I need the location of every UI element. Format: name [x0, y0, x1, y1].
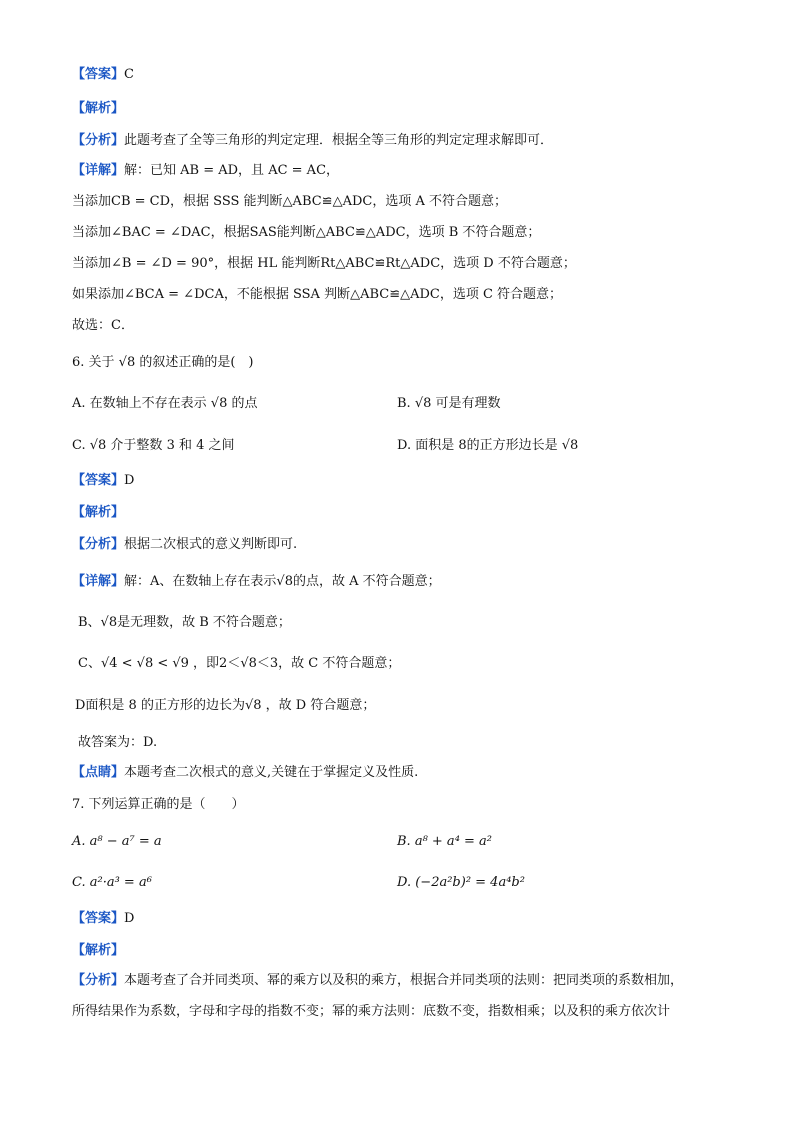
q6-stem: 6. 关于 √8 的叙述正确的是( )	[72, 355, 254, 370]
answer-tag: 【答案】	[72, 473, 125, 488]
q7-stem: 7. 下列运算正确的是（ ）	[72, 797, 245, 812]
q6-option-b: B. √8 可是有理数	[397, 396, 501, 411]
q6-answer-value: D	[124, 473, 135, 488]
q5-line-3: 当添加∠B = ∠D = 90°，根据 HL 能判断Rt△ABC≌Rt△ADC，选项 D 不符合题意；	[72, 256, 576, 271]
q7-option-d: D. (−2a²b)² = 4a⁴b²	[397, 875, 525, 890]
q5-line-4: 如果添加∠BCA = ∠DCA，不能根据 SSA 判断△ABC≌△ADC，选项 C 符合题意；	[72, 287, 563, 302]
analysis-tag: 【解析】	[72, 101, 125, 116]
q6-line-3: D面积是 8 的正方形的边长为√8 ，故 D 符合题意；	[75, 698, 376, 713]
analysis-tag: 【解析】	[72, 943, 125, 958]
q7-answer-value: D	[124, 911, 135, 926]
q5-detail-text: 解：已知 AB = AD，且 AC = AC，	[124, 163, 340, 178]
q6-fenxi-line	[72, 536, 297, 554]
q5-line-2: 当添加∠BAC = ∠DAC，根据SAS能判断△ABC≌△ADC，选项 B 不符合题意；	[72, 225, 541, 240]
q5-detail-line	[72, 162, 339, 180]
q6-detail-text: 解：A、在数轴上存在表示√8的点，故 A 不符合题意；	[124, 574, 441, 589]
q5-line-1: 当添加CB = CD，根据 SSS 能判断△ABC≌△ADC，选项 A 不符合题意；	[72, 194, 507, 209]
q6-option-c: C. √8 介于整数 3 和 4 之间	[72, 438, 235, 453]
comment-tag: 【点睛】	[72, 765, 125, 780]
q5-fenxi-line	[72, 132, 553, 150]
q6-detail-line	[72, 573, 441, 591]
q7-fenxi-text: 本题考查了合并同类项、幂的乘方以及积的乘方，根据合并同类项的法则：把同类项的系数相加，	[124, 973, 684, 988]
q7-fenxi-line-2: 所得结果作为系数，字母和字母的指数不变；幂的乘方法则：底数不变，指数相乘；以及积的乘方依次计	[72, 1004, 671, 1019]
answer-tag: 【答案】	[72, 911, 125, 926]
fenxi-tag: 【分析】	[72, 537, 125, 552]
q6-line-2: C、√4 < √8 < √9 ，即2＜√8＜3，故 C 不符合题意；	[78, 656, 401, 671]
analysis-tag: 【解析】	[72, 505, 125, 520]
q7-option-c: C. a²·a³ = a⁶	[72, 875, 152, 890]
q7-option-b: B. a⁸ + a⁴ = a²	[397, 834, 493, 849]
q7-answer-line	[72, 910, 134, 928]
q6-comment-text: 本题考查二次根式的意义,关键在于掌握定义及性质.	[124, 765, 419, 780]
q7-option-a: A. a⁸ − a⁷ = a	[72, 834, 162, 849]
q6-option-a: A. 在数轴上不存在表示 √8 的点	[72, 396, 258, 411]
q6-option-d: D. 面积是 8的正方形边长是 √8	[397, 438, 579, 453]
q6-fenxi-text: 根据二次根式的意义判断即可.	[124, 537, 298, 552]
q7-analysis-line	[72, 942, 124, 960]
q6-answer-line	[72, 472, 134, 490]
q6-analysis-line	[72, 504, 124, 522]
fenxi-tag: 【分析】	[72, 133, 125, 148]
answer-tag: 【答案】	[72, 67, 125, 82]
q7-fenxi-line	[72, 972, 683, 990]
q5-analysis-line	[72, 100, 124, 118]
detail-tag: 【详解】	[72, 163, 125, 178]
fenxi-tag: 【分析】	[72, 973, 125, 988]
q5-answer-line	[72, 66, 134, 84]
q5-answer-value: C	[124, 67, 134, 82]
q6-comment-line	[72, 764, 418, 782]
q6-line-1: B、√8是无理数，故 B 不符合题意；	[78, 615, 291, 630]
q5-line-5: 故选：C．	[72, 318, 134, 333]
q6-option-row-1	[72, 395, 257, 413]
detail-tag: 【详解】	[72, 574, 125, 589]
q6-line-4: 故答案为：D.	[78, 735, 158, 750]
q5-fenxi-text: 此题考查了全等三角形的判定定理．根据全等三角形的判定定理求解即可．	[124, 133, 554, 148]
